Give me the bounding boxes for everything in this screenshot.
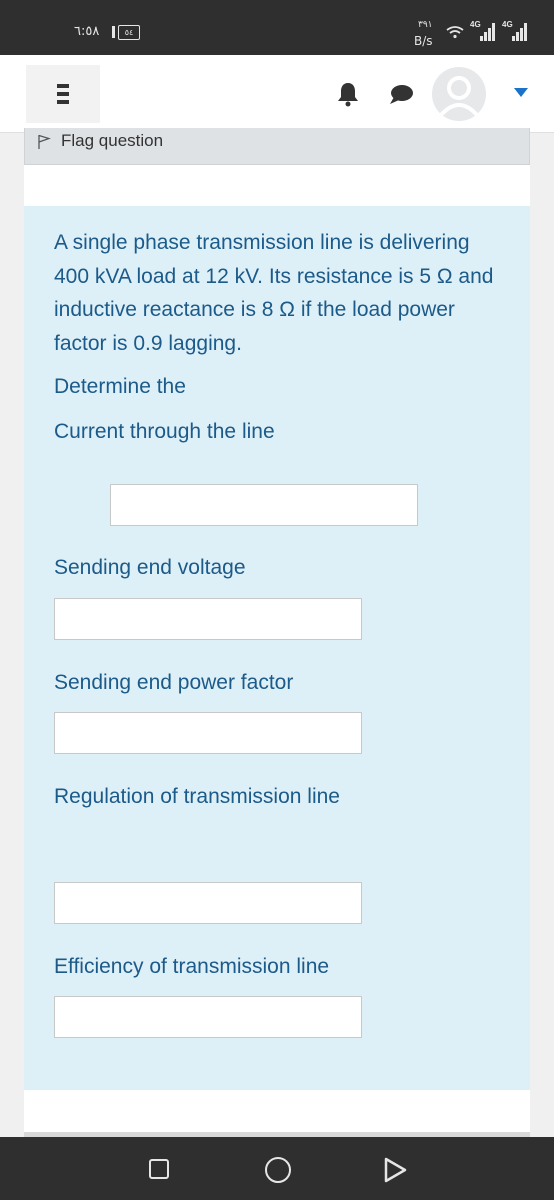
wifi-icon	[446, 25, 464, 39]
status-separator	[112, 26, 115, 38]
network-speed-unit: B/s	[414, 34, 433, 48]
answer-input-current[interactable]	[110, 484, 418, 526]
content-spacer	[24, 165, 530, 206]
menu-button[interactable]	[26, 65, 100, 123]
answer-input-regulation[interactable]	[54, 882, 362, 924]
flag-question-bar[interactable]	[24, 128, 530, 165]
question-panel	[24, 206, 530, 1090]
question-instruction: Determine the	[54, 375, 186, 398]
battery-icon: ٥٤	[118, 25, 140, 40]
signal-icon-sim1	[470, 20, 498, 42]
status-time: ٦:٥٨	[74, 24, 100, 39]
network-speed-value: ٣٩١	[418, 20, 433, 30]
part-label-regulation: Regulation of transmission line	[54, 785, 340, 808]
part-label-sending-voltage: Sending end voltage	[54, 556, 246, 579]
content-spacer-bottom	[24, 1090, 530, 1132]
bell-icon[interactable]	[336, 81, 360, 107]
part-label-sending-pf: Sending end power factor	[54, 671, 294, 694]
system-nav-bar	[0, 1137, 554, 1200]
flag-question-label: Flag question	[61, 131, 164, 150]
status-bar	[0, 0, 554, 55]
signal-icon-sim2	[502, 20, 530, 42]
circle-icon[interactable]	[265, 1157, 291, 1183]
chat-icon[interactable]	[388, 83, 414, 105]
caret-down-icon[interactable]	[514, 88, 528, 97]
network-type-label: 4G	[502, 20, 513, 29]
hamburger-icon	[57, 82, 69, 106]
flag-icon	[37, 134, 51, 150]
app-header	[0, 55, 554, 133]
avatar[interactable]	[432, 67, 486, 121]
answer-input-efficiency[interactable]	[54, 996, 362, 1038]
network-type-label: 4G	[470, 20, 481, 29]
user-icon	[432, 67, 486, 121]
question-text: A single phase transmission line is delivering 400 kVA load at 12 kV. Its resistance is 5 Ω and inductive reactance is 8 Ω if the load power factor is 0.9 lagging.	[54, 231, 494, 355]
part-label-efficiency: Efficiency of transmission line	[54, 955, 330, 978]
answer-input-sending-voltage[interactable]	[54, 598, 362, 640]
answer-input-sending-pf[interactable]	[54, 712, 362, 754]
square-icon[interactable]	[149, 1159, 169, 1179]
part-label-current: Current through the line	[54, 420, 275, 443]
triangle-back-icon[interactable]	[382, 1156, 408, 1184]
